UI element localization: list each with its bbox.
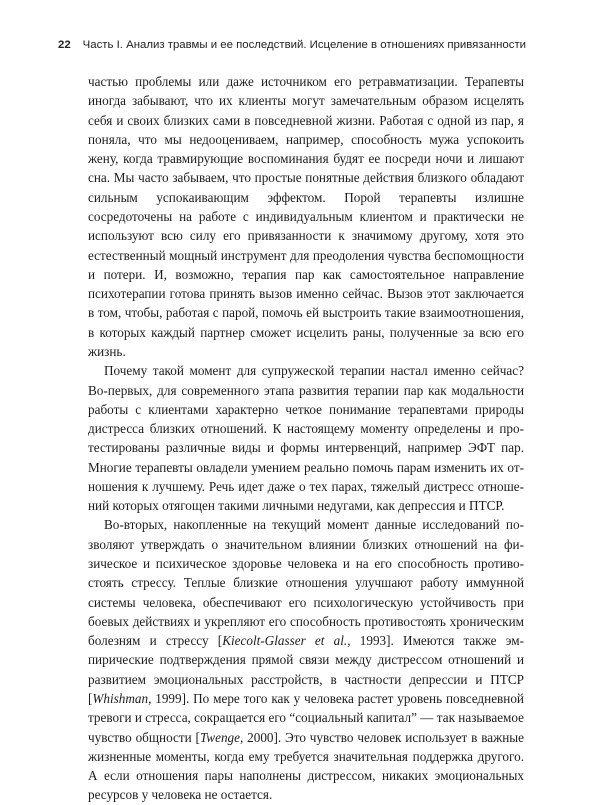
page-number: 22	[58, 39, 71, 51]
body-text	[88, 72, 524, 805]
paragraph-text: Во-вторых, накопленные на текущий момент данные исследований позволяют утверждать о значительном влиянии близких отношений на физическое и психическое здоровье человека и на его способность противостоять стрессу. Теплые близкие отношения улучшают работу иммунной системы человека, обеспечивают его психологическую устойчивость при боевых действиях и укрепляют его способность противостоять хроническим болезням и стрессу [	[88, 517, 524, 649]
running-header	[58, 38, 558, 52]
citation-author: Whishman	[92, 691, 149, 706]
paragraph-text: Почему такой момент для супружеской терапии настал именно сейчас? Во-первых, для современного этапа развития терапии пар как модальности работы с клиентами характерно четкое понимание терапевтами природы дистресса близких отношений. К настоящему моменту определены и протестированы различные виды и формы интервенций, например ЭФТ пар. Многие терапевты овладели умением реально помочь парам изменить их отношения к лучшему. Речь идет даже о тех парах, тяжелый дистресс отношений которых отягощен такими личными недугами, как депрессия и ПТСР.	[88, 363, 524, 514]
paragraph-text: , 1993]. Имеются также эмпирические подтверждения прямой связи между дистрессом отношений и развитием эмоциональных расстройств, в частности депрессии и ПТСР [	[88, 633, 524, 706]
paragraph-text: , 1999]. По мере того как у человека растет уровень повседневной тревоги и стресса, сокращается его “социальный капитал” — так называемое чувство общности [	[88, 691, 524, 745]
citation-author: Kiecolt-Glasser et al.	[222, 633, 348, 649]
paragraph-text: , 2000]. Это чувство человек использует в важные жизненные моменты, когда ему требуется значительная поддержка другого. А если отношения пары наполнены дистрессом, никаких эмоциональных ресурсов у человека не остается.	[88, 729, 524, 803]
paragraph-text: частью проблемы или даже источником его ретравматизации. Терапевты иногда забывают, что их клиенты могут замечательным образом исцелять себя и своих близких сами в повседневной жизни. Работая с одной из пар, я поняла, что мы недооцениваем, например, способность мужа успокоить жену, когда травмирующие воспоминания будят ее посреди ночи и лишают сна. Мы часто забываем, что простые понятные действия близкого обладают сильным успокаивающим эффектом. Порой терапевты излишне сосредоточены на работе с индивидуальным клиентом и практически не используют всю силу его привязанности к значимому другому, хотя это естественный мощный инструмент для преодоления чувства беспомощности и потери. И, возможно, терапия пар как самостоятельное направление психотерапии готова принять вызов именно сейчас. Вызов этот заключается в том, чтобы, работая с парой, помочь ей выстроить такие взаимоотношения, в которых каждый партнер сможет исцелить раны, полученные за всю его жизнь.	[88, 74, 524, 359]
paragraph	[88, 72, 524, 361]
paragraph	[88, 361, 524, 515]
citation-author: Twenge	[199, 729, 240, 745]
paragraph	[88, 515, 524, 804]
chapter-title: Часть I. Анализ травмы и ее последствий. Исцеление в отношениях привязанности	[82, 39, 527, 51]
